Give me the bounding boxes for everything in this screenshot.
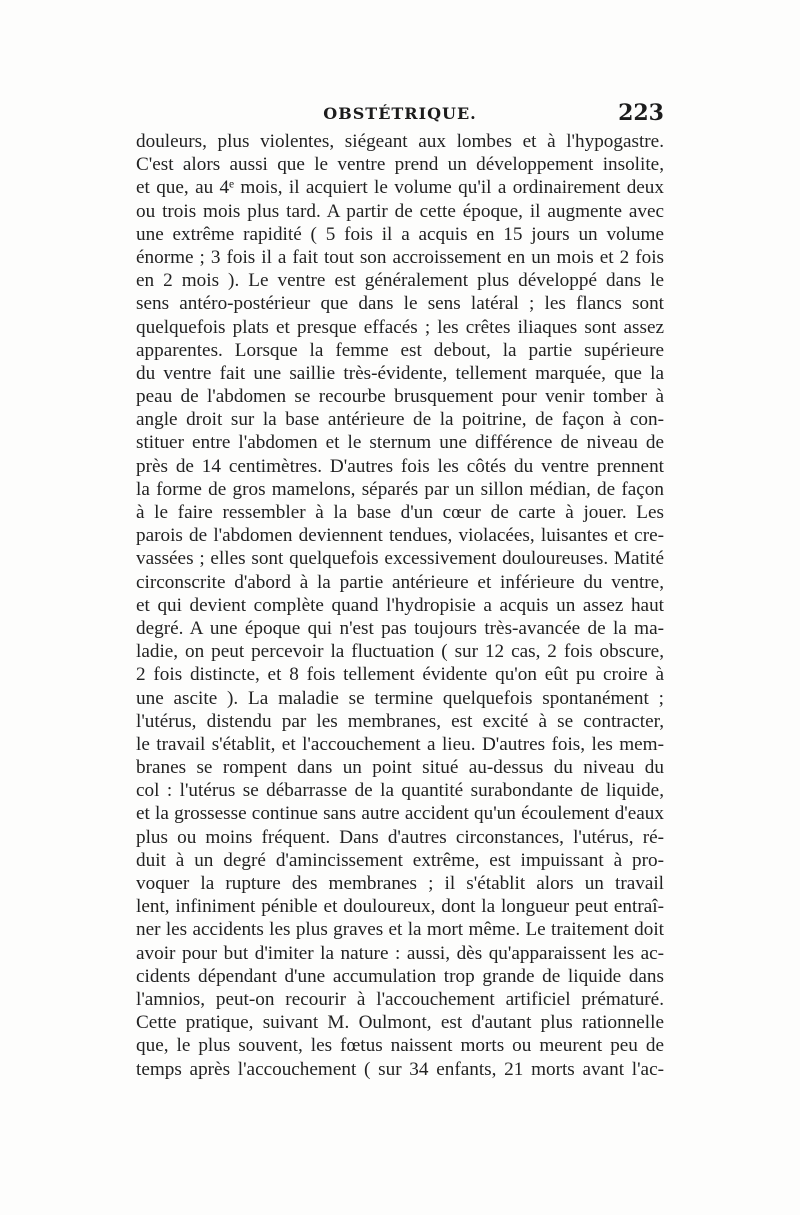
text-line: l'utérus, distendu par les membranes, est excité à se contracter, [136, 710, 664, 732]
text-line: ladie, on peut percevoir la fluctuation ( sur 12 cas, 2 fois obscure, [136, 641, 664, 663]
text-line: ou trois mois plus tard. A partir de cette époque, il augmente avec [136, 200, 664, 222]
text-line: sens antéro-postérieur que dans le sens latéral ; les flancs sont [136, 293, 664, 315]
text-line: 2 fois distincte, et 8 fois tellement évidente qu'on eût pu croire à [136, 664, 664, 686]
text-line: temps après l'accouchement ( sur 34 enfants, 21 morts avant l'ac- [136, 1058, 664, 1080]
text-line: et qui devient complète quand l'hydropisie a acquis un assez haut [136, 594, 664, 616]
page-header [136, 100, 664, 128]
text-line: une extrême rapidité ( 5 fois il a acquis en 15 jours un volume [136, 223, 664, 245]
text-line: une ascite ). La maladie se termine quelquefois spontanément ; [136, 687, 664, 709]
text-line: le travail s'établit, et l'accouchement a lieu. D'autres fois, les mem- [136, 733, 664, 755]
text-line: angle droit sur la base antérieure de la poitrine, de façon à con- [136, 409, 664, 431]
text-line: la forme de gros mamelons, séparés par un sillon médian, de façon [136, 478, 664, 500]
text-line: stituer entre l'abdomen et le sternum une différence de niveau de [136, 432, 664, 454]
text-line: plus ou moins fréquent. Dans d'autres circonstances, l'utérus, ré- [136, 826, 664, 848]
text-line: en 2 mois ). Le ventre est généralement plus développé dans le [136, 270, 664, 292]
text-line: du ventre fait une saillie très-évidente, tellement marquée, que la [136, 362, 664, 384]
text-line: voquer la rupture des membranes ; il s'établit alors un travail [136, 873, 664, 894]
page-number: 223 [618, 100, 664, 126]
running-title: OBSTÉTRIQUE. [323, 104, 477, 123]
text-line: col : l'utérus se débarrasse de la quantité surabondante de liquide, [136, 780, 664, 802]
text-line: branes se rompent dans un point situé au-dessus du niveau du [136, 757, 664, 779]
text-line: et que, au 4ᵉ mois, il acquiert le volume qu'il a ordinairement deux [136, 177, 664, 199]
text-line: et la grossesse continue sans autre accident qu'un écoulement d'eaux [136, 803, 664, 825]
text-line: Cette pratique, suivant M. Oulmont, est d'autant plus rationnelle [136, 1012, 664, 1034]
text-line: près de 14 centimètres. D'autres fois les côtés du ventre prennent [136, 455, 664, 477]
text-line: parois de l'abdomen deviennent tendues, violacées, luisantes et cre- [136, 525, 664, 547]
text-line: cidents dépendant d'une accumulation trop grande de liquide dans [136, 965, 664, 987]
text-line: vassées ; elles sont quelquefois excessivement douloureuses. Matité [136, 548, 664, 570]
text-line: circonscrite d'abord à la partie antérieure et inférieure du ventre, [136, 571, 664, 593]
text-line: duit à un degré d'amincissement extrême, est impuissant à pro- [136, 849, 664, 871]
text-line: l'amnios, peut-on recourir à l'accouchement artificiel prématuré. [136, 988, 664, 1010]
text-line: avoir pour but d'imiter la nature : aussi, dès qu'apparaissent les ac- [136, 942, 664, 964]
text-line: quelquefois plats et presque effacés ; les crêtes iliaques sont assez [136, 316, 664, 338]
text-line: que, le plus souvent, les fœtus naissent morts ou meurent peu de [136, 1035, 664, 1057]
text-line: C'est alors aussi que le ventre prend un développement insolite, [136, 154, 664, 176]
text-line: lent, infiniment pénible et douloureux, dont la longueur peut entraî- [136, 896, 664, 918]
text-line: peau de l'abdomen se recourbe brusquement pour venir tomber à [136, 386, 664, 408]
body-text [136, 130, 664, 1081]
text-line: à le faire ressembler à la base d'un cœur de carte à jouer. Les [136, 502, 664, 523]
text-line: ner les accidents les plus graves et la mort même. Le traitement doit [136, 919, 664, 941]
text-line: apparentes. Lorsque la femme est debout, la partie supérieure [136, 339, 664, 361]
text-line: énorme ; 3 fois il a fait tout son accroissement en un mois et 2 fois [136, 246, 664, 268]
text-line: degré. A une époque qui n'est pas toujours très-avancée de la ma- [136, 617, 664, 639]
text-line: douleurs, plus violentes, siégeant aux lombes et à l'hypogastre. [136, 131, 664, 152]
